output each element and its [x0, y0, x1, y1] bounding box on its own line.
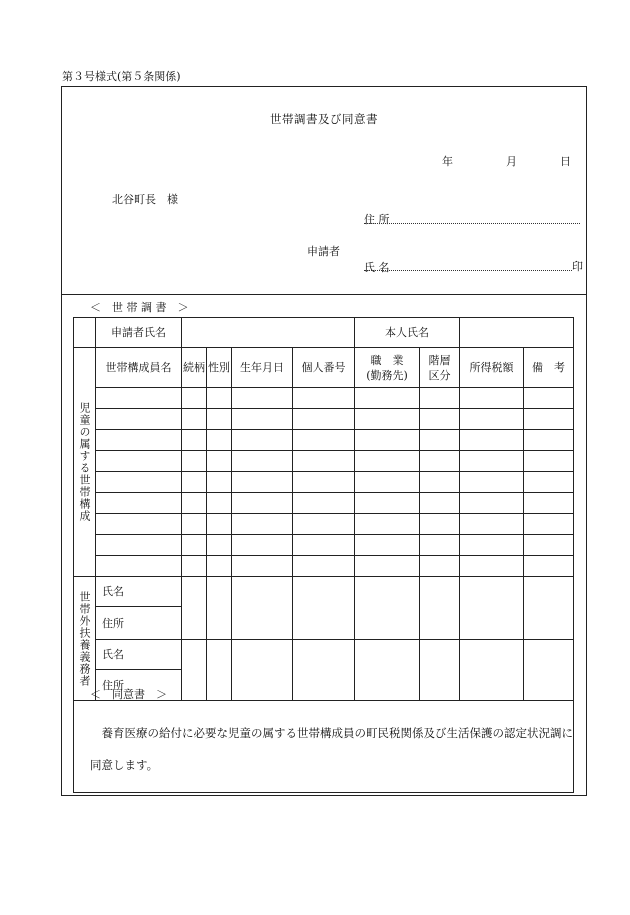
date-month-label: 月 — [506, 155, 517, 168]
cell[interactable] — [355, 640, 420, 701]
outside-address-label-2: 住所 — [96, 670, 182, 701]
cell[interactable] — [420, 577, 460, 640]
table-row[interactable] — [74, 409, 574, 430]
outside-name-label: 氏名 — [96, 577, 182, 607]
cell[interactable] — [207, 640, 232, 701]
header-remarks: 備 考 — [524, 348, 574, 388]
cell[interactable] — [232, 577, 293, 640]
cell[interactable] — [524, 640, 574, 701]
cell[interactable] — [182, 640, 207, 701]
cell[interactable] — [460, 640, 524, 701]
header-income-tax: 所得税額 — [460, 348, 524, 388]
household-group-label: 児童の属する世帯構成 — [74, 348, 96, 577]
consent-text: 養育医療の給付に必要な児童の属する世帯構成員の町民税関係及び生活保護の認定状況調に同意します。 — [90, 726, 573, 772]
header-occupation: 職 業 (勤務先) — [355, 348, 420, 388]
form-frame — [61, 86, 587, 796]
seal-label: 印 — [572, 260, 583, 273]
outside-address-label: 住所 — [96, 607, 182, 640]
address-field[interactable] — [364, 223, 580, 224]
table-row[interactable] — [74, 472, 574, 493]
table-row[interactable] — [74, 556, 574, 577]
date-day-label: 日 — [560, 155, 571, 168]
corner-cell — [74, 318, 96, 348]
cell[interactable] — [232, 640, 293, 701]
name-field[interactable] — [364, 270, 572, 271]
applicant-name-field[interactable] — [182, 318, 355, 348]
table-row[interactable] — [74, 514, 574, 535]
cell[interactable] — [293, 640, 355, 701]
outside-name-label-2: 氏名 — [96, 640, 182, 670]
header-gender: 性別 — [207, 348, 232, 388]
header-class: 階層 区分 — [420, 348, 460, 388]
principal-name-label: 本人氏名 — [355, 318, 460, 348]
cell[interactable] — [355, 577, 420, 640]
cell[interactable] — [460, 577, 524, 640]
header-relation: 続柄 — [182, 348, 207, 388]
address-label: 住 所 — [364, 213, 390, 226]
cell[interactable] — [182, 577, 207, 640]
form-title: 世帯調書及び同意書 — [270, 112, 378, 126]
date-year-label: 年 — [442, 155, 453, 168]
header-personal-number: 個人番号 — [293, 348, 355, 388]
table-row[interactable] — [74, 430, 574, 451]
household-section-title: ＜ 世 帯 調 書 ＞ — [90, 301, 189, 314]
table-row[interactable] — [74, 451, 574, 472]
form-number: 第３号様式(第５条関係) — [62, 70, 181, 83]
cell[interactable] — [420, 640, 460, 701]
cell[interactable] — [207, 577, 232, 640]
applicant-name-label: 申請者氏名 — [96, 318, 182, 348]
outside-group-label: 世帯外扶養義務者 — [74, 577, 96, 701]
table-row[interactable] — [74, 388, 574, 409]
consent-section-title: ＜ 同意書 ＞ — [90, 688, 167, 701]
cell[interactable] — [293, 577, 355, 640]
applicant-label: 申請者 — [307, 245, 340, 258]
name-label: 氏 名 — [364, 261, 390, 274]
cell[interactable] — [524, 577, 574, 640]
table-row[interactable] — [74, 493, 574, 514]
header-member-name: 世帯構成員名 — [96, 348, 182, 388]
table-row[interactable] — [74, 535, 574, 556]
addressee: 北谷町長 様 — [112, 193, 178, 206]
form-header — [62, 87, 586, 295]
header-birthdate: 生年月日 — [232, 348, 293, 388]
principal-name-field[interactable] — [460, 318, 574, 348]
